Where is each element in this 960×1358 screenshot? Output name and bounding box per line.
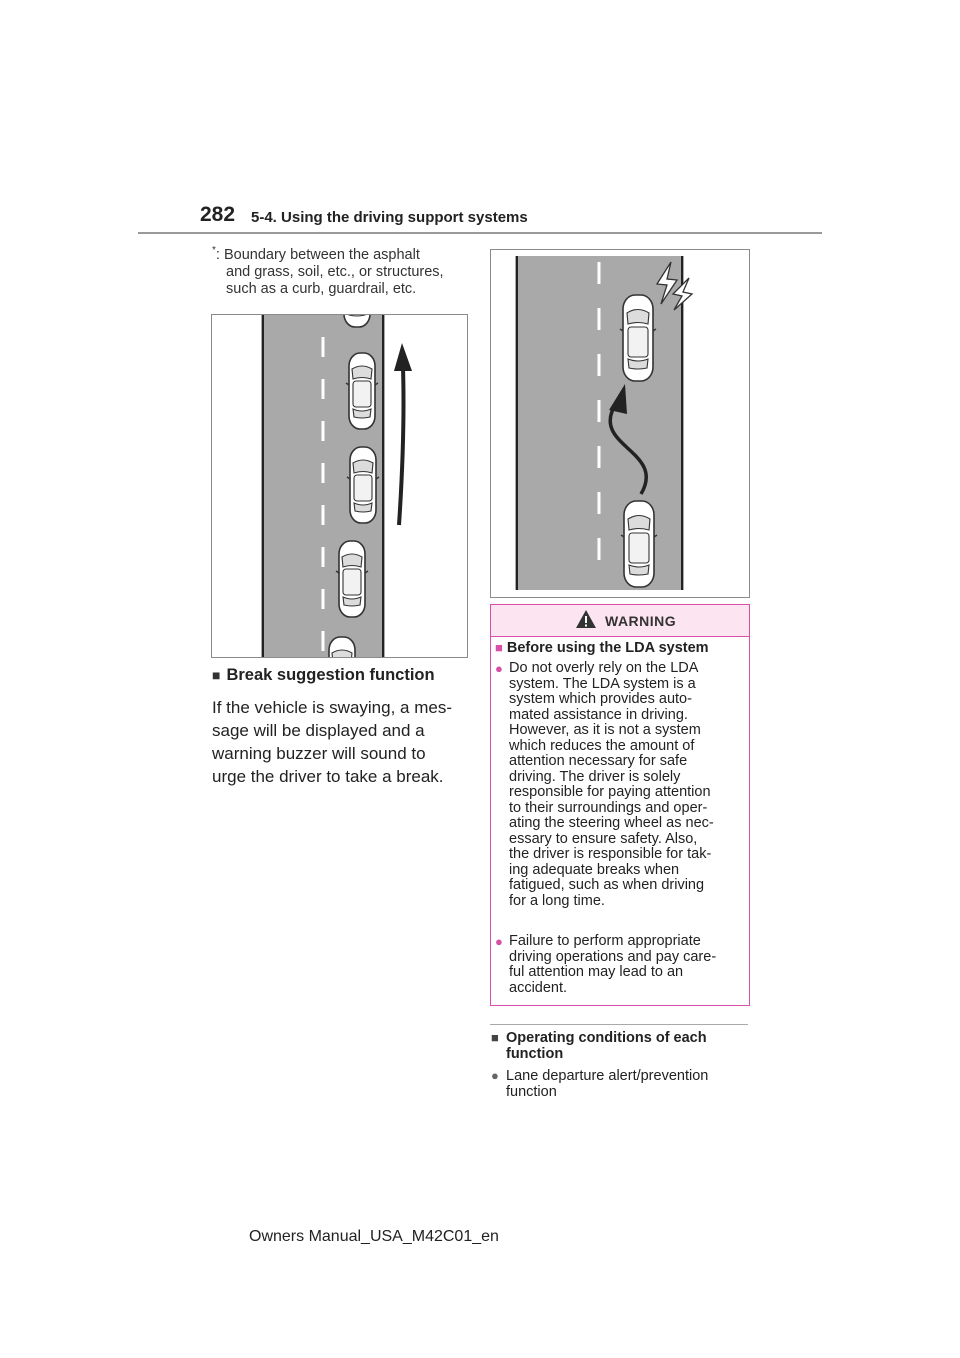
warning-header bbox=[491, 605, 749, 636]
lane-departure-item: ● Lane departure alert/prevention function bbox=[491, 1068, 709, 1100]
warning-box bbox=[490, 604, 750, 1006]
footnote-line-3: such as a curb, guardrail, etc. bbox=[226, 280, 417, 297]
warning-triangle-icon bbox=[575, 609, 597, 634]
footnote bbox=[212, 242, 472, 298]
page-number: 282 bbox=[200, 203, 236, 226]
warning-item-2: ● Failure to perform appropriate driving operations and pay care- ful attention may lead to an accident. bbox=[495, 933, 717, 996]
warning-header-divider bbox=[491, 636, 749, 637]
warning-item-1: ● Do not overly rely on the LDA system. The LDA system is a system which provides auto- mated assistance in driving. However, as it is not a system which reduces the amount of attention necessary for safe driving. The driver is solely responsible for paying attention to their surroundings and oper- ating the steering wheel as nec- essary to ensure safety. Also, the driver is responsible for tak- ing adequate breaks when fatigued, such as when driving for a long time. bbox=[495, 660, 714, 909]
operating-conditions-heading: ■ Operating conditions of each function bbox=[491, 1030, 707, 1062]
footnote-marker: * bbox=[212, 245, 216, 256]
section-title: 5-4. Using the driving support systems bbox=[251, 209, 528, 226]
footer-manual-id: Owners Manual_USA_M42C01_en bbox=[249, 1228, 499, 1245]
road-drift-illustration bbox=[211, 314, 468, 658]
vehicle-sway-illustration bbox=[490, 249, 750, 598]
break-suggestion-body: If the vehicle is swaying, a mes- sage will be displayed and a warning buzzer will sound to urge the driver to take a break. bbox=[212, 698, 452, 786]
break-suggestion-heading: ■ Break suggestion function bbox=[212, 666, 435, 684]
operating-conditions-divider bbox=[490, 1024, 748, 1025]
footnote-line-1: *: Boundary between the asphalt bbox=[212, 245, 420, 263]
warning-label: WARNING bbox=[605, 613, 677, 629]
footnote-line-2: and grass, soil, etc., or structures, bbox=[226, 263, 444, 280]
heading-marker: ■ bbox=[212, 667, 221, 683]
header-divider bbox=[138, 232, 822, 234]
warning-sub-heading: ■ Before using the LDA system bbox=[495, 640, 709, 656]
